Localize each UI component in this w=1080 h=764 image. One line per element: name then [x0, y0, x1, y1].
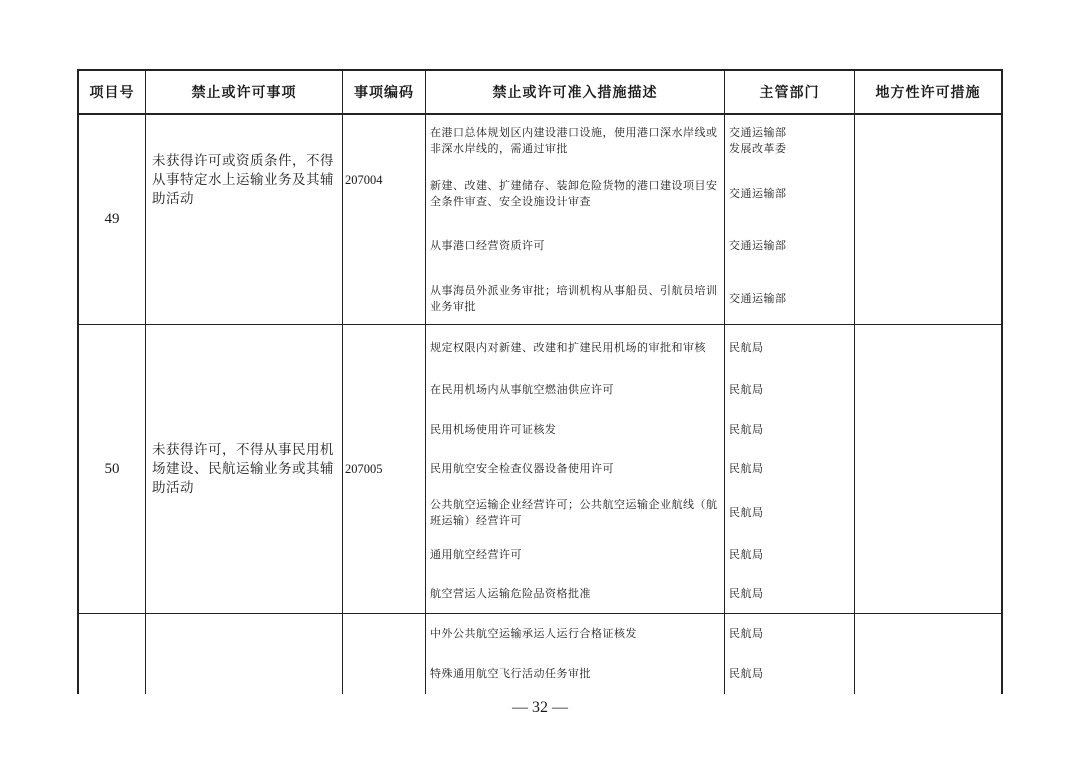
row-50-dept-1	[725, 326, 854, 370]
header-code: 事项编码	[354, 85, 414, 101]
row-50-dept-7	[725, 576, 854, 612]
dept-line: 交通运输部	[729, 292, 787, 305]
dept-line: 民航局	[729, 627, 764, 640]
header-project-no: 项目号	[89, 85, 135, 101]
col-border-6	[1001, 69, 1003, 694]
dept-line: 民航局	[729, 587, 764, 600]
row-50-measure-1: 规定权限内对新建、改建和扩建民用机场的审批和审核	[430, 341, 706, 354]
row-49-measure-1: 在港口总体规划区内建设港口设施，使用港口深水岸线或非深水岸线的，需通过审批	[430, 126, 718, 155]
dept-line: 交通运输部	[729, 187, 787, 200]
row-50-code: 207005	[345, 461, 383, 476]
dept-line: 民航局	[729, 506, 764, 519]
row-49-dept-4	[725, 274, 854, 324]
page-number: — 32 —	[512, 699, 568, 716]
row-50-measure-5: 公共航空运输企业经营许可；公共航空运输企业航线（航班运输）经营许可	[430, 498, 718, 527]
row-51-measure-2: 特殊通用航空飞行活动任务审批	[430, 667, 591, 680]
dept-line: 发展改革委	[729, 142, 787, 155]
row-50-dept-5	[725, 490, 854, 536]
row-49-measure-2: 新建、改建、扩建储存、装卸危险货物的港口建设项目安全条件审查、安全设施设计审查	[430, 179, 718, 208]
row-50-measure-3: 民用机场使用许可证核发	[430, 423, 557, 436]
row-51-dept-2	[725, 655, 854, 693]
row-49-number: 49	[104, 211, 120, 227]
row-50-item: 未获得许可，不得从事民用机场建设、民航运输业务或其辅助活动	[152, 441, 334, 496]
row-50-measure-4: 民用航空安全检查仪器设备使用许可	[430, 462, 614, 475]
row-49-dept-3	[725, 221, 854, 271]
dept-line: 民航局	[729, 548, 764, 561]
header-local-measures: 地方性许可措施	[875, 85, 981, 101]
row-49-dept-2	[725, 169, 854, 219]
dept-line: 民航局	[729, 423, 764, 436]
dept-line: 民航局	[729, 462, 764, 475]
row-49-measure-4: 从事海员外派业务审批；培训机构从事船员、引航员培训业务审批	[430, 284, 718, 313]
row-50-bottom-border	[77, 613, 1003, 614]
row-51-dept-1	[725, 615, 854, 653]
row-50-dept-4	[725, 451, 854, 487]
row-49-dept-1	[725, 115, 854, 167]
row-50-dept-2	[725, 372, 854, 408]
dept-line: 民航局	[729, 667, 764, 680]
dept-line: 民航局	[729, 383, 764, 396]
dept-line: 民航局	[729, 341, 764, 354]
header-item: 禁止或许可事项	[191, 85, 297, 101]
dept-line: 交通运输部	[729, 239, 787, 252]
col-border-5	[854, 69, 855, 694]
row-49-measure-3: 从事港口经营资质许可	[430, 239, 545, 252]
row-50-dept-6	[725, 537, 854, 573]
row-50-number: 50	[104, 460, 120, 477]
row-49-item: 未获得许可或资质条件，不得从事特定水上运输业务及其辅助活动	[152, 152, 334, 207]
header-department: 主管部门	[759, 85, 820, 101]
header-measure-description: 禁止或许可准入措施描述	[492, 85, 658, 101]
row-50-measure-2: 在民用机场内从事航空燃油供应许可	[430, 383, 614, 396]
row-50-measure-6: 通用航空经营许可	[430, 548, 522, 561]
row-51-measure-1: 中外公共航空运输承运人运行合格证核发	[430, 627, 637, 640]
row-50-measure-7: 航空营运人运输危险品资格批准	[430, 587, 591, 600]
dept-line: 交通运输部	[729, 126, 787, 139]
row-49-code: 207004	[345, 172, 383, 187]
row-50-dept-3	[725, 412, 854, 448]
